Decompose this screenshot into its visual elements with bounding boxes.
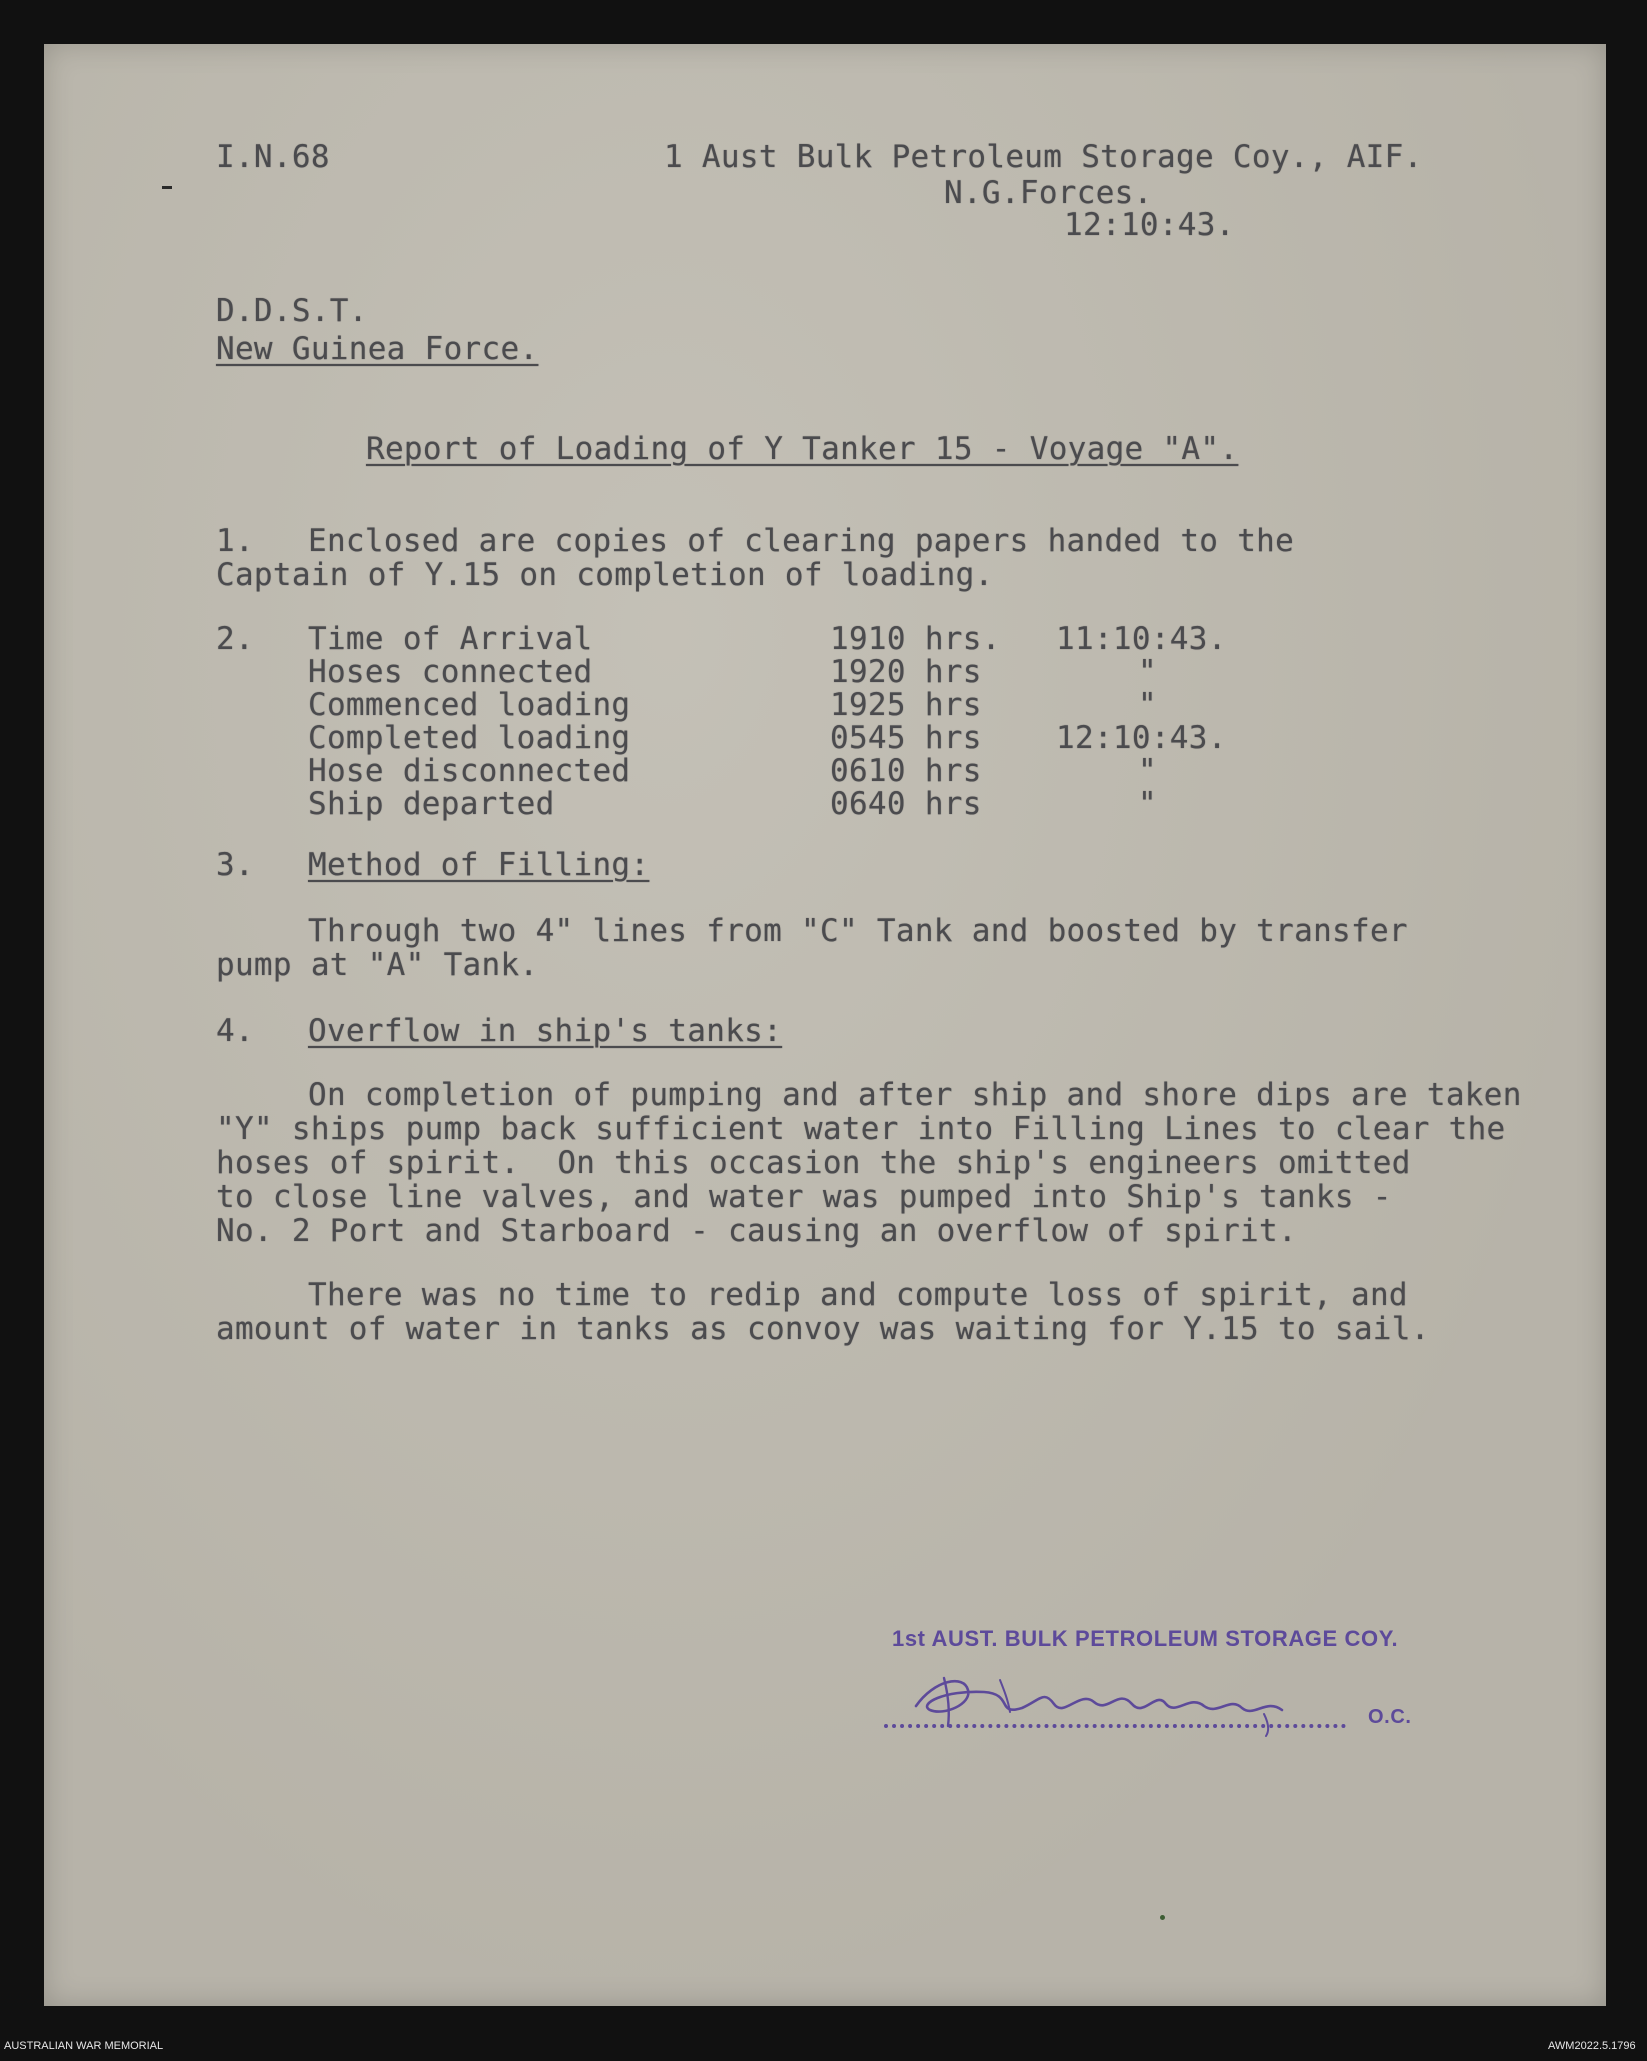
document-page [44,44,1606,2006]
para4-line: "Y" ships pump back sufficient water into Filling Lines to clear the [216,1111,1506,1147]
para3-line1: Through two 4" lines from "C" Tank and boosted by transfer [308,913,1408,949]
para1-number: 1. [216,523,254,559]
event-time: 0610 hrs [830,753,982,789]
timetable-row [44,687,1606,724]
para4-line: On completion of pumping and after ship and shore dips are taken [308,1077,1522,1113]
addressee-line2: New Guinea Force. [216,331,539,367]
para2-number: 2. [216,621,254,657]
report-title: Report of Loading of Y Tanker 15 - Voyage "A". [366,431,1239,467]
unit-location: N.G.Forces. [944,175,1153,211]
timetable-row [44,621,1606,658]
signature-line [884,1724,1346,1728]
event-label: Hose disconnected [308,753,631,789]
para4-line: hoses of spirit. On this occasion the ship's engineers omitted [216,1145,1411,1181]
para3-line2: pump at "A" Tank. [216,947,539,983]
ink-speck [162,186,172,189]
reference-number: I.N.68 [216,139,330,175]
addressee-line1: D.D.S.T. [216,293,368,329]
unit-name: 1 Aust Bulk Petroleum Storage Coy., AIF. [664,139,1423,175]
document-date: 12:10:43. [1064,207,1235,243]
event-date: " [1138,786,1157,822]
event-date: " [1138,753,1157,789]
timetable-row [44,753,1606,790]
event-date: " [1138,687,1157,723]
event-date: 12:10:43. [1056,720,1227,756]
event-label: Commenced loading [308,687,631,723]
archive-credit: AUSTRALIAN WAR MEMORIAL [4,2040,164,2052]
para4-line: No. 2 Port and Starboard - causing an overflow of spirit. [216,1213,1297,1249]
para1-line2: Captain of Y.15 on completion of loading. [216,557,994,593]
para4-closing-line1: There was no time to redip and compute loss of spirit, and [308,1277,1408,1313]
event-date: " [1138,654,1157,690]
event-date: 11:10:43. [1056,621,1227,657]
para3-number: 3. [216,847,254,883]
event-time: 1925 hrs [830,687,982,723]
archive-reference: AWM2022.5.1796 [1548,2040,1636,2052]
event-label: Hoses connected [308,654,593,690]
para3-heading: Method of Filling: [308,847,650,883]
para4-closing-line2: amount of water in tanks as convoy was waiting for Y.15 to sail. [216,1311,1430,1347]
handwritten-signature [904,1660,1424,1740]
para4-number: 4. [216,1013,254,1049]
event-label: Time of Arrival [308,621,593,657]
para4-line: to close line valves, and water was pumped into Ship's tanks - [216,1179,1392,1215]
timetable-row [44,654,1606,691]
unit-stamp: 1st AUST. BULK PETROLEUM STORAGE COY. [892,1626,1399,1651]
event-time: 1920 hrs [830,654,982,690]
event-label: Completed loading [308,720,631,756]
event-label: Ship departed [308,786,555,822]
timetable-row [44,786,1606,823]
officer-title: O.C. [1368,1706,1412,1728]
para1-line1: Enclosed are copies of clearing papers handed to the [308,523,1295,559]
event-time: 1910 hrs. [830,621,1001,657]
event-time: 0640 hrs [830,786,982,822]
para4-heading: Overflow in ship's tanks: [308,1013,783,1049]
timetable-row [44,720,1606,757]
event-time: 0545 hrs [830,720,982,756]
ink-speck [1160,1915,1165,1920]
